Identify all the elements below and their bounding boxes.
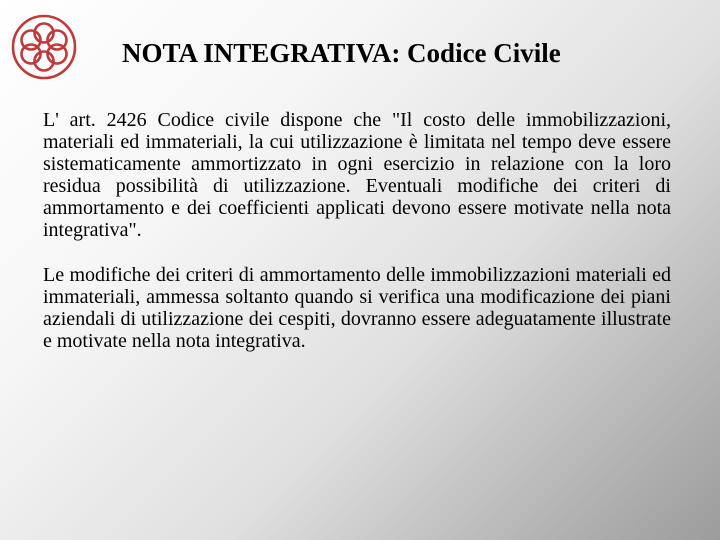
paragraph-criteria-changes: Le modifiche dei criteri di ammortamento delle immobilizzazioni materiali ed immateriali, ammessa soltanto quando si verifica una modificazione dei piani aziendali di utilizzazione dei cespiti, dovranno essere adeguatamente illustrate e motivate nella nota integrativa.: [43, 264, 671, 352]
paragraph-article-2426: L' art. 2426 Codice civile dispone che "Il costo delle immobilizzazioni, materiali ed immateriali, la cui utilizzazione è limitata nel tempo deve essere sistematicamente ammortizzato in ogni esercizio in relazione con la loro residua possibilità di utilizzazione. Eventuali modifiche dei criteri di ammortamento e dei coefficienti applicati devono essere motivate nella nota integrativa".: [43, 109, 671, 241]
interlaced-circles-emblem-icon: [9, 12, 79, 82]
slide-title: NOTA INTEGRATIVA: Codice Civile: [122, 38, 561, 68]
slide-body: [43, 109, 671, 352]
